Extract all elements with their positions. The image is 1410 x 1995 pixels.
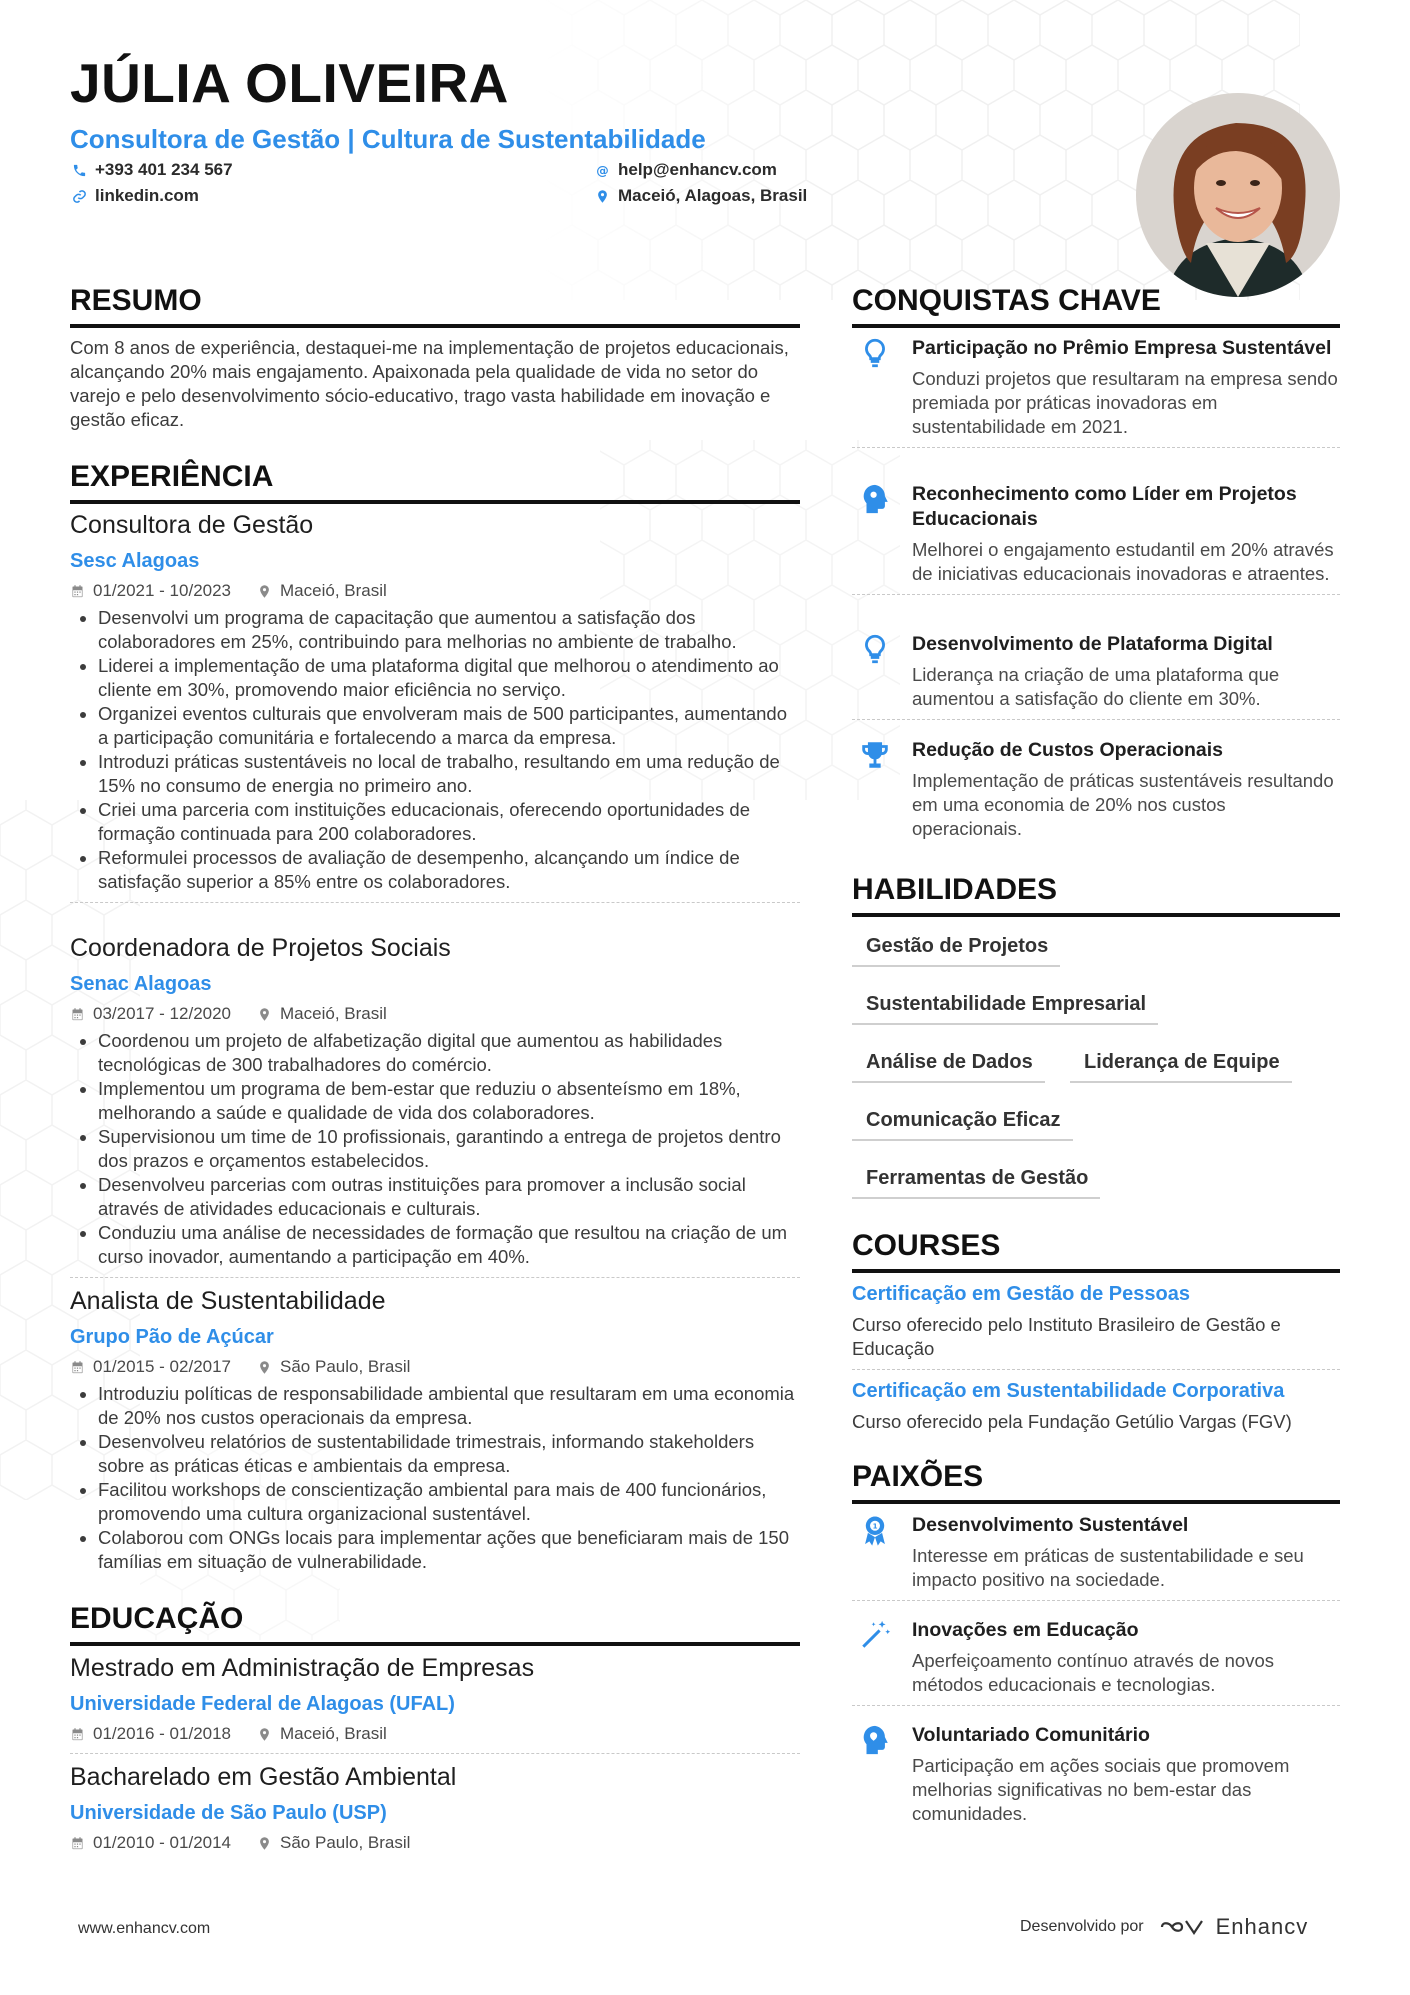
- job-bullet: • Conduziu uma análise de necessidades de formação que resultou na criação de um curso inovador, aumentando a participação em 40%.: [98, 1221, 800, 1269]
- calendar-icon: [70, 1360, 85, 1375]
- calendar-icon: [70, 1836, 85, 1851]
- job-entry: [70, 933, 800, 1278]
- lightbulb-icon: [858, 632, 892, 666]
- job-location: São Paulo, Brasil: [280, 1357, 411, 1376]
- job-meta: [70, 1003, 800, 1025]
- map-pin-icon: [595, 189, 610, 204]
- job-dates: 03/2017 - 12/2020: [93, 1004, 232, 1023]
- achievement-divider: [852, 719, 1340, 720]
- achievement-item: [852, 336, 1340, 448]
- education-divider: [70, 1753, 800, 1754]
- job-bullet: • Introduzi práticas sustentáveis no local de trabalho, resultando em uma redução de 15% no consumo de energia no primeiro ano.: [98, 750, 800, 798]
- achievements-title: CONQUISTAS CHAVE: [852, 284, 1161, 317]
- footer-website[interactable]: www.enhancv.com: [78, 1920, 211, 1937]
- skill-tag: Comunicação Eficaz: [852, 1107, 1073, 1141]
- summary-text: Com 8 anos de experiência, destaquei-me na implementação de projetos educacionais, alcançando 20% mais engajamento. Apaixonada pela qualidade de vida no setor do varejo e pelo desenvolvimento sócio-educativo, trago vasta habilidade em inovação e gestão eficaz.: [70, 337, 789, 430]
- skill-tag: Liderança de Equipe: [1070, 1049, 1292, 1083]
- calendar-icon: [70, 1727, 85, 1742]
- achievement-item: [852, 632, 1340, 720]
- course-item: [852, 1281, 1340, 1370]
- trophy-icon: [858, 738, 892, 772]
- job-bullet: • Criei uma parceria com instituições educacionais, oferecendo oportunidades de formação continuada para 200 colaboradores.: [98, 798, 800, 846]
- education-dates: 01/2010 - 01/2014: [93, 1833, 232, 1852]
- course-desc: Curso oferecido pelo Instituto Brasileiro de Gestão e Educação: [852, 1314, 1281, 1359]
- education-meta: [70, 1832, 800, 1854]
- candidate-subtitle: Consultora de Gestão | Cultura de Sustentabilidade: [70, 124, 706, 154]
- courses-title: COURSES: [852, 1229, 1001, 1262]
- course-divider: [852, 1369, 1340, 1370]
- skill-tag: Gestão de Projetos: [852, 933, 1060, 967]
- svg-text:@: @: [596, 162, 609, 178]
- job-meta: [70, 1356, 800, 1378]
- course-title[interactable]: Certificação em Gestão de Pessoas: [852, 1283, 1190, 1305]
- job-bullet: • Introduziu políticas de responsabilidade ambiental que resultaram em uma economia de 20% nos custos operacionais da empresa.: [98, 1382, 800, 1430]
- magic-wand-icon: [858, 1618, 892, 1652]
- passion-item: [852, 1618, 1340, 1706]
- job-location: Maceió, Brasil: [280, 1004, 387, 1023]
- job-company[interactable]: Grupo Pão de Açúcar: [70, 1326, 274, 1348]
- job-title: Analista de Sustentabilidade: [70, 1287, 386, 1315]
- footer-powered-label: Desenvolvido por: [1020, 1918, 1144, 1935]
- job-bullet: • Facilitou workshops de conscientização ambiental para mais de 400 funcionários, promovendo uma cultura organizacional sustentável.: [98, 1478, 800, 1526]
- achievements-rule: [852, 324, 1340, 328]
- school-name[interactable]: Universidade de São Paulo (USP): [70, 1802, 387, 1824]
- map-pin-icon: [257, 1007, 272, 1022]
- job-title: Coordenadora de Projetos Sociais: [70, 934, 451, 962]
- candidate-name: JÚLIA OLIVEIRA: [70, 52, 509, 114]
- job-bullet: • Supervisionou um time de 10 profissionais, garantindo a entrega de projetos dentro dos prazos e orçamentos estabelecidos.: [98, 1125, 800, 1173]
- email-contact: [595, 160, 777, 180]
- award-icon: [858, 1513, 892, 1547]
- footer-brand[interactable]: Enhancv: [1215, 1914, 1309, 1939]
- summary-rule: [70, 324, 800, 328]
- job-company[interactable]: Sesc Alagoas: [70, 550, 200, 572]
- passion-item: [852, 1723, 1340, 1826]
- job-bullet: • Desenvolvi um programa de capacitação que aumentou a satisfação dos colaboradores em 25%, contribuindo para melhorias no ambiente de trabalho.: [98, 606, 800, 654]
- map-pin-icon: [257, 1727, 272, 1742]
- skill-tag: Ferramentas de Gestão: [852, 1165, 1100, 1199]
- achievement-item: [852, 482, 1340, 595]
- passion-title: Voluntariado Comunitário: [912, 1724, 1150, 1746]
- job-meta: [70, 580, 800, 602]
- course-title[interactable]: Certificação em Sustentabilidade Corporativa: [852, 1380, 1285, 1402]
- passion-item: [852, 1513, 1340, 1601]
- lightbulb-icon: [858, 336, 892, 370]
- head-icon: [858, 1723, 892, 1757]
- school-name[interactable]: Universidade Federal de Alagoas (UFAL): [70, 1693, 455, 1715]
- job-bullet: • Liderei a implementação de uma plataforma digital que melhorou o atendimento ao cliente em 30%, promovendo maior eficiência no serviço.: [98, 654, 800, 702]
- passions-title: PAIXÕES: [852, 1460, 984, 1493]
- education-entry: [70, 1653, 800, 1754]
- skill-tag: Análise de Dados: [852, 1049, 1045, 1083]
- education-meta: [70, 1723, 800, 1745]
- degree-title: Mestrado em Administração de Empresas: [70, 1654, 535, 1682]
- achievement-desc: Implementação de práticas sustentáveis resultando em uma economia de 20% nos custos operacionais.: [912, 770, 1334, 839]
- passion-divider: [852, 1705, 1340, 1706]
- job-bullets: [70, 606, 800, 894]
- linkedin-contact: [72, 186, 199, 206]
- job-entry: [70, 510, 800, 903]
- map-pin-icon: [257, 1836, 272, 1851]
- course-desc: Curso oferecido pela Fundação Getúlio Vargas (FGV): [852, 1411, 1292, 1432]
- achievement-title: Participação no Prêmio Empresa Sustentável: [912, 337, 1332, 359]
- head-icon: [858, 482, 892, 516]
- job-company[interactable]: Senac Alagoas: [70, 973, 212, 995]
- education-location: São Paulo, Brasil: [280, 1833, 411, 1852]
- passion-divider: [852, 1600, 1340, 1601]
- email-text[interactable]: help@enhancv.com: [618, 160, 777, 179]
- skills-title: HABILIDADES: [852, 873, 1058, 906]
- experience-rule: [70, 500, 800, 504]
- job-entry: [70, 1286, 800, 1574]
- achievement-title: Reconhecimento como Líder em Projetos Educacionais: [912, 483, 1297, 530]
- job-location: Maceió, Brasil: [280, 581, 387, 600]
- passion-title: Desenvolvimento Sustentável: [912, 1514, 1189, 1536]
- job-bullet: • Coordenou um projeto de alfabetização digital que aumentou as habilidades tecnológicas de 300 trabalhadores do comércio.: [98, 1029, 800, 1077]
- degree-title: Bacharelado em Gestão Ambiental: [70, 1763, 457, 1791]
- summary-title: RESUMO: [70, 284, 202, 317]
- job-bullet: • Desenvolveu parcerias com outras instituições para promover a inclusão social através de atividades educacionais e culturais.: [98, 1173, 800, 1221]
- job-bullet: • Organizei eventos culturais que envolveram mais de 500 participantes, aumentando a participação comunitária e fortalecendo a marca da empresa.: [98, 702, 800, 750]
- job-title: Consultora de Gestão: [70, 511, 314, 539]
- enhancv-logo-icon: [1156, 1915, 1204, 1939]
- job-bullets: [70, 1382, 800, 1574]
- location-contact: [595, 186, 807, 206]
- job-bullet: • Desenvolveu relatórios de sustentabilidade trimestrais, informando stakeholders sobre as práticas éticas e ambientais da empresa.: [98, 1430, 800, 1478]
- link-icon: [72, 189, 87, 204]
- education-dates: 01/2016 - 01/2018: [93, 1724, 232, 1743]
- achievement-title: Redução de Custos Operacionais: [912, 739, 1224, 761]
- education-location: Maceió, Brasil: [280, 1724, 387, 1743]
- at-icon: [595, 163, 610, 178]
- phone-contact: [72, 160, 233, 180]
- course-item: [852, 1378, 1340, 1434]
- phone-icon: [72, 163, 87, 178]
- courses-rule: [852, 1269, 1340, 1273]
- achievement-item: [852, 738, 1340, 841]
- footer-branding: [1020, 1914, 1308, 1940]
- job-dates: 01/2021 - 10/2023: [93, 581, 232, 600]
- job-divider: [70, 902, 800, 903]
- map-pin-icon: [257, 584, 272, 599]
- job-bullet: • Reformulei processos de avaliação de desempenho, alcançando um índice de satisfação superior a 85% entre os colaboradores.: [98, 846, 800, 894]
- skill-tag: Sustentabilidade Empresarial: [852, 991, 1158, 1025]
- job-bullet: • Implementou um programa de bem-estar que reduziu o absenteísmo em 18%, melhorando a saúde e qualidade de vida dos colaboradores.: [98, 1077, 800, 1125]
- linkedin-text[interactable]: linkedin.com: [95, 186, 199, 205]
- location-text: Maceió, Alagoas, Brasil: [618, 186, 808, 205]
- achievement-divider: [852, 594, 1340, 595]
- passion-desc: Aperfeiçoamento contínuo através de novos métodos educacionais e tecnologias.: [912, 1650, 1275, 1695]
- svg-text:1: 1: [872, 1521, 878, 1531]
- phone-text[interactable]: +393 401 234 567: [95, 160, 233, 179]
- education-entry: [70, 1762, 800, 1854]
- passion-desc: Interesse em práticas de sustentabilidade e seu impacto positivo na sociedade.: [912, 1545, 1304, 1590]
- skills-rule: [852, 913, 1340, 917]
- job-dates: 01/2015 - 02/2017: [93, 1357, 232, 1376]
- achievement-desc: Liderança na criação de uma plataforma que aumentou a satisfação do cliente em 30%.: [912, 664, 1280, 709]
- passion-desc: Participação em ações sociais que promovem melhorias significativas no bem-estar das comunidades.: [912, 1755, 1290, 1824]
- job-bullet: • Colaborou com ONGs locais para implementar ações que beneficiaram mais de 150 famílias em situação de vulnerabilidade.: [98, 1526, 800, 1574]
- achievement-divider: [852, 447, 1340, 448]
- education-title: EDUCAÇÃO: [70, 1602, 244, 1635]
- calendar-icon: [70, 584, 85, 599]
- calendar-icon: [70, 1007, 85, 1022]
- achievement-title: Desenvolvimento de Plataforma Digital: [912, 633, 1273, 655]
- achievement-desc: Conduzi projetos que resultaram na empresa sendo premiada por práticas inovadoras em sustentabilidade em 2021.: [912, 368, 1338, 437]
- education-rule: [70, 1642, 800, 1646]
- job-bullets: [70, 1029, 800, 1269]
- job-divider: [70, 1277, 800, 1278]
- experience-title: EXPERIÊNCIA: [70, 460, 274, 493]
- passion-title: Inovações em Educação: [912, 1619, 1139, 1641]
- achievement-desc: Melhorei o engajamento estudantil em 20% através de iniciativas educacionais inovadoras e atraentes.: [912, 539, 1334, 584]
- profile-photo: [1136, 93, 1340, 297]
- passions-rule: [852, 1500, 1340, 1504]
- map-pin-icon: [257, 1360, 272, 1375]
